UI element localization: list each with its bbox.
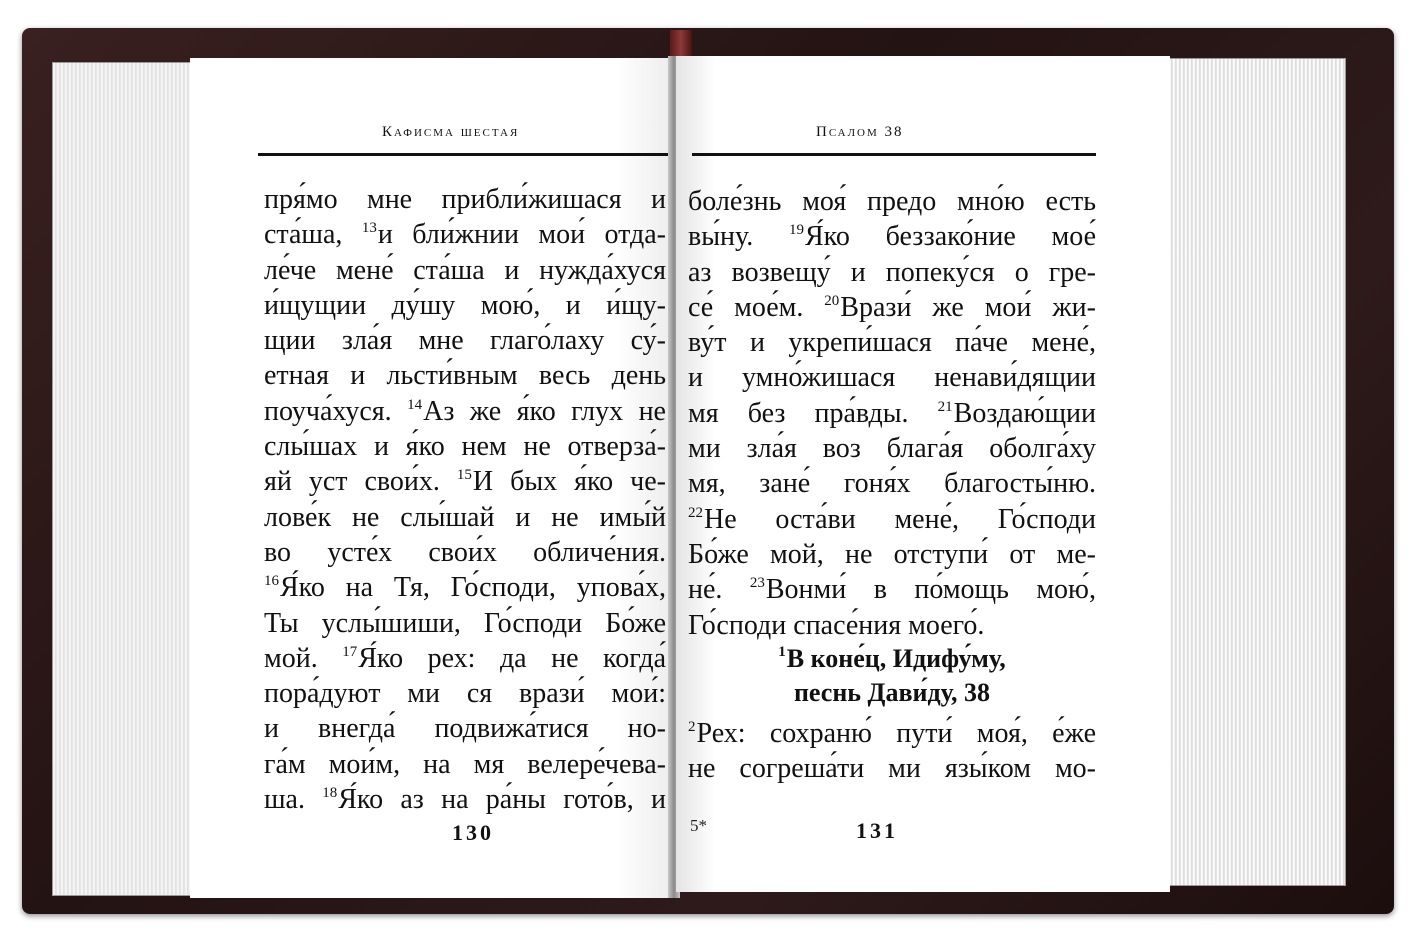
text-line — [688, 572, 1096, 607]
text-run: лове́к не слы́шай и не имы́й — [264, 501, 666, 533]
text-run: га́м мои́м, на мя велере́чева- — [264, 748, 666, 780]
verse-number: 17 — [342, 643, 358, 660]
text-line — [688, 751, 1096, 786]
text-run: поуча́хуся. — [264, 395, 408, 427]
text-run: ле́че мене́ ста́ша и нужда́хуся — [264, 254, 666, 286]
text-run: Я́ко беззако́ние мое́ — [805, 221, 1097, 253]
left-page-text — [264, 182, 666, 817]
text-line — [264, 535, 666, 570]
verse-number: 16 — [264, 573, 279, 590]
text-run: Бо́же мой, не отступи́ от ме- — [688, 538, 1096, 570]
text-line — [688, 466, 1096, 501]
text-line — [264, 747, 666, 782]
text-line — [264, 217, 666, 252]
page-number-right: 131 — [856, 818, 898, 843]
running-head-right: Псалом 38 — [816, 124, 904, 140]
verse-number: 14 — [407, 396, 423, 413]
text-run: ву́т и укрепи́шася па́че мене́, — [688, 327, 1096, 359]
text-line — [264, 182, 666, 217]
verse-number: 19 — [789, 222, 804, 239]
text-run: мя, зане́ гоня́х благосты́ню. — [688, 468, 1096, 500]
text-line — [688, 608, 1096, 643]
right-page-text-top — [688, 184, 1096, 643]
text-run: Аз же я́ко глух не — [423, 395, 666, 427]
text-line — [688, 396, 1096, 431]
text-run: аз возвещу́ и попеку́ся о гре- — [688, 256, 1096, 288]
text-run: Ты услы́шиши, Го́споди Бо́же — [264, 607, 666, 639]
text-run: и бли́жнии мои́ отда- — [377, 219, 666, 251]
text-run: Врази́ же мои́ жи- — [840, 291, 1096, 323]
text-line — [264, 253, 666, 288]
text-run: вы́ну. — [688, 221, 789, 253]
text-run: и внегда́ подвижа́тися но- — [264, 713, 666, 745]
verse-number: 1 — [778, 644, 786, 660]
text-line — [688, 325, 1096, 360]
text-run: Рех: сохраню́ пути́ моя́, е́же — [696, 718, 1096, 749]
text-run: ми зла́я воз блага́я оболга́ху — [688, 433, 1096, 465]
text-run: пора́дуют ми ся врази́ мои́: — [264, 678, 666, 710]
text-line — [688, 716, 1096, 751]
text-run: щии зла́я мне глаго́лаху су́- — [264, 325, 666, 357]
text-run: Я́ко рех: да не когда́ — [358, 642, 666, 674]
text-line — [264, 676, 666, 711]
verse-number: 15 — [456, 467, 472, 484]
signature-mark: 5* — [690, 816, 707, 835]
text-run: И бых я́ко че- — [472, 466, 666, 498]
text-run: слы́шах и я́ко нем не отверза́- — [264, 431, 666, 463]
verse-number: 2 — [688, 719, 696, 735]
header-rule-right — [692, 153, 1096, 156]
text-run: се́ мое́м. — [688, 291, 825, 323]
header-rule-left — [258, 153, 670, 156]
text-run: пря́мо мне прибли́жишася и — [264, 184, 666, 215]
verse-number: 21 — [937, 398, 953, 415]
text-line — [688, 184, 1096, 219]
text-line — [688, 360, 1096, 395]
text-line — [264, 394, 666, 429]
text-line — [264, 782, 666, 817]
left-page — [190, 58, 674, 898]
text-run: ста́ша, — [264, 219, 362, 251]
text-line — [264, 288, 666, 323]
text-run: ша. — [264, 784, 323, 816]
text-run: етная и льсти́вным весь день — [264, 360, 666, 392]
text-line — [688, 502, 1096, 537]
psalm-heading-line1 — [688, 644, 1096, 678]
psalm-heading-text1: В коне́ц, Идифу́му, — [786, 644, 1006, 673]
verse-number: 22 — [688, 504, 703, 521]
text-line — [688, 255, 1096, 290]
verse-number: 23 — [749, 575, 765, 592]
text-line — [264, 358, 666, 393]
verse-number: 20 — [824, 292, 840, 309]
text-line — [688, 537, 1096, 572]
text-run: яй уст свои́х. — [264, 466, 457, 498]
text-run: во усте́х свои́х обличе́ния. — [264, 536, 666, 568]
text-run: не́. — [688, 574, 750, 606]
text-run: и́щущии ду́шу мою́, и и́щу- — [264, 289, 666, 321]
text-run: мой. — [264, 642, 343, 674]
text-line — [264, 711, 666, 746]
text-line — [264, 606, 666, 641]
text-run: Я́ко на Тя, Го́споди, упова́х, — [280, 572, 666, 604]
text-line — [264, 429, 666, 464]
right-page — [676, 56, 1170, 892]
text-run: и умно́жишася ненави́дящии — [688, 362, 1096, 394]
verse-number: 18 — [322, 785, 338, 802]
text-line — [688, 219, 1096, 254]
page-edges-left — [52, 62, 204, 896]
psalm-heading-line2: песнь Дави́ду, 38 — [793, 678, 991, 707]
text-run: не согреша́ти ми язы́ком мо- — [688, 753, 1096, 785]
running-head-left: Кафисма шестая — [382, 124, 520, 140]
text-line — [688, 290, 1096, 325]
text-line — [264, 464, 666, 499]
text-run: Вонми́ в по́мощь мою́, — [765, 574, 1096, 606]
text-run: Не оста́ви мене́, Го́споди — [704, 503, 1096, 535]
right-page-text-bottom — [688, 716, 1096, 787]
text-line — [688, 431, 1096, 466]
page-number-left: 130 — [452, 820, 494, 845]
text-run: Воздаю́щии — [953, 397, 1096, 429]
text-line — [264, 570, 666, 605]
text-line — [264, 500, 666, 535]
text-run: боле́знь моя́ предо мно́ю есть — [688, 186, 1096, 217]
text-line — [264, 323, 666, 358]
text-run: мя без пра́вды. — [688, 397, 938, 429]
psalm-heading — [688, 644, 1096, 708]
text-run: Го́споди спасе́ния моего́. — [688, 609, 985, 641]
verse-number: 13 — [361, 220, 377, 237]
text-line — [264, 641, 666, 676]
text-run: Я́ко аз на ра́ны гото́в, и — [338, 784, 666, 816]
page-edges-right — [1168, 58, 1346, 886]
